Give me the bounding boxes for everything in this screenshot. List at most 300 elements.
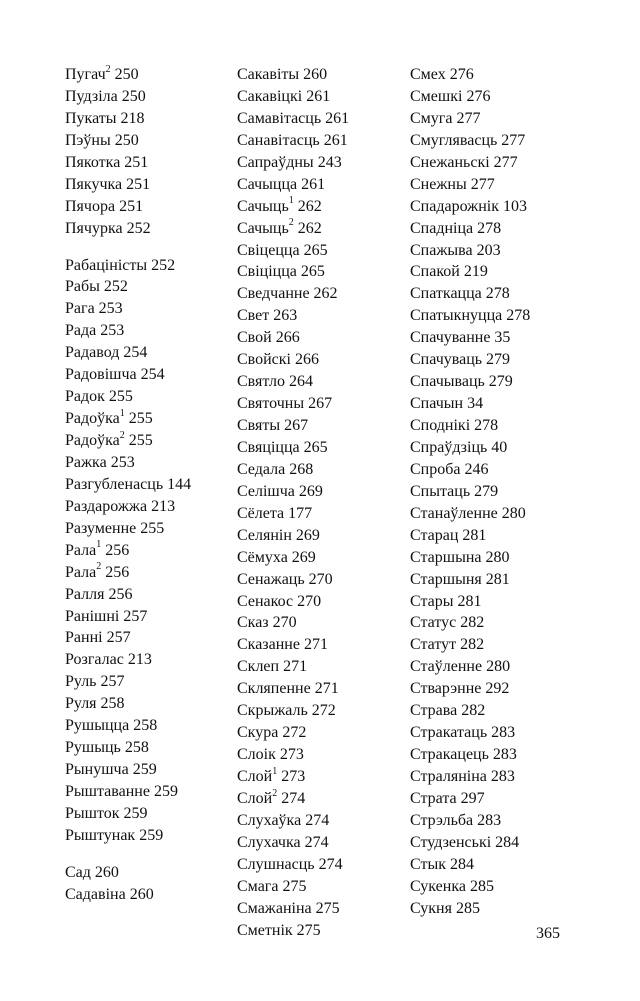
index-entry	[410, 130, 530, 152]
index-entry	[410, 700, 530, 722]
entry-page-ref: 278	[506, 307, 531, 325]
index-entry	[237, 437, 349, 459]
entry-word: Пякотка	[65, 153, 121, 171]
index-entry	[410, 371, 530, 393]
index-entry	[65, 759, 191, 781]
index-entry	[410, 634, 530, 656]
index-entry	[65, 693, 191, 715]
entry-word: Пячурка	[65, 219, 123, 237]
index-entry	[65, 108, 191, 130]
index-entry	[237, 612, 349, 634]
entry-word: Скура	[237, 724, 279, 742]
entry-page-ref: 259	[132, 761, 157, 779]
index-entry	[410, 656, 530, 678]
index-entry	[65, 584, 191, 606]
entry-word: Рыштаванне	[65, 783, 150, 800]
index-entry	[410, 174, 530, 196]
entry-word: Розгалас	[65, 651, 124, 669]
entry-page-ref: 261	[301, 175, 326, 193]
entry-page-ref: 272	[282, 724, 307, 742]
entry-word: Статут	[410, 636, 457, 654]
entry-word: Ралля	[65, 585, 105, 603]
entry-page-ref: 278	[485, 285, 510, 303]
entry-page-ref: 283	[491, 724, 516, 742]
index-entry	[65, 196, 191, 218]
index-entry	[410, 437, 530, 459]
index-column-1	[65, 64, 191, 906]
entry-word: Смажаніна	[237, 899, 312, 917]
index-entry	[410, 327, 530, 349]
entry-page-ref: 280	[486, 658, 511, 676]
index-entry	[237, 240, 349, 262]
entry-page-ref: 276	[449, 66, 474, 83]
index-entry	[65, 884, 191, 906]
entry-page-ref: 213	[151, 497, 176, 515]
entry-word: Слоік	[237, 746, 276, 764]
index-entry	[237, 415, 349, 437]
index-entry	[410, 108, 530, 130]
entry-page-ref: 282	[460, 614, 485, 632]
entry-word: Слушнасць	[237, 855, 315, 873]
index-entry	[410, 415, 530, 437]
entry-word: Старшына	[410, 548, 482, 566]
entry-word: Разуменне	[65, 519, 137, 537]
entry-page-ref: 258	[100, 695, 125, 713]
entry-page-ref: 274	[305, 811, 330, 829]
index-entry	[410, 393, 530, 415]
entry-superscript: 1	[272, 765, 278, 777]
entry-page-ref: 246	[464, 460, 489, 478]
index-entry	[410, 525, 530, 547]
entry-page-ref: 269	[291, 548, 316, 566]
entry-word: Спачуванне	[410, 329, 491, 347]
entry-word: Спадарожнік	[410, 197, 500, 215]
entry-page-ref: 260	[303, 66, 328, 83]
index-entry	[410, 591, 530, 613]
entry-word: Сачыцца	[237, 175, 298, 193]
entry-word: Сказанне	[237, 636, 300, 654]
index-entry	[237, 218, 349, 240]
index-entry	[237, 130, 349, 152]
entry-page-ref: 280	[485, 548, 510, 566]
entry-page-ref: 250	[114, 66, 139, 83]
entry-page-ref: 266	[275, 329, 300, 347]
index-entry	[410, 240, 530, 262]
entry-superscript: 2	[105, 63, 111, 75]
entry-word: Руль	[65, 673, 97, 691]
entry-page-ref: 281	[485, 570, 510, 588]
entry-page-ref: 259	[139, 826, 164, 844]
entry-page-ref: 284	[495, 833, 520, 851]
entry-page-ref: 253	[98, 300, 123, 318]
entry-word: Ранні	[65, 629, 103, 647]
index-entry	[237, 108, 349, 130]
entry-word: Раздарожжа	[65, 497, 148, 515]
index-entry	[237, 86, 349, 108]
entry-word: Стык	[410, 855, 446, 873]
index-entry	[237, 503, 349, 525]
entry-word: Пячора	[65, 197, 116, 215]
entry-word: Рушыцца	[65, 717, 130, 735]
entry-word: Свойскі	[237, 351, 291, 369]
index-entry	[410, 876, 530, 898]
index-entry	[237, 525, 349, 547]
entry-page-ref: 258	[124, 739, 149, 757]
entry-word: Пукаты	[65, 109, 117, 127]
entry-page-ref: 292	[485, 680, 510, 698]
entry-page-ref: 254	[123, 344, 148, 362]
entry-word: Слухаўка	[237, 811, 302, 829]
entry-page-ref: 269	[295, 526, 320, 544]
entry-page-ref: 276	[466, 87, 491, 105]
entry-word: Руля	[65, 695, 97, 713]
entry-page-ref: 281	[457, 592, 482, 610]
entry-page-ref: 255	[128, 410, 153, 428]
entry-page-ref: 297	[460, 789, 485, 807]
entry-word: Стары	[410, 592, 454, 610]
entry-page-ref: 265	[303, 241, 328, 259]
index-entry	[65, 430, 191, 452]
entry-page-ref: 274	[281, 789, 306, 807]
entry-page-ref: 283	[490, 768, 515, 785]
index-entry	[237, 634, 349, 656]
entry-word: Спадніца	[410, 219, 474, 237]
entry-page-ref: 250	[121, 87, 146, 105]
entry-page-ref: 257	[106, 629, 131, 647]
index-entry	[410, 349, 530, 371]
entry-word: Склеп	[237, 658, 280, 676]
index-entry	[65, 518, 191, 540]
entry-word: Святочны	[237, 395, 305, 413]
entry-page-ref: 213	[127, 651, 152, 669]
index-entry	[65, 152, 191, 174]
entry-page-ref: 278	[477, 219, 502, 237]
entry-word: Садавіна	[65, 885, 126, 903]
entry-page-ref: 252	[151, 256, 176, 274]
entry-page-ref: 271	[314, 680, 339, 698]
entry-word: Смуга	[410, 109, 453, 127]
entry-word: Спачуваць	[410, 351, 483, 369]
entry-word: Сакавіцкі	[237, 87, 303, 105]
index-entry	[65, 627, 191, 649]
entry-page-ref: 271	[283, 658, 308, 676]
entry-word: Пякучка	[65, 175, 123, 193]
entry-word: Страляніна	[410, 768, 487, 785]
entry-page-ref: 259	[153, 783, 178, 800]
index-column-3	[410, 64, 530, 920]
index-entry	[65, 737, 191, 759]
index-entry	[65, 86, 191, 108]
entry-page-ref: 272	[311, 702, 336, 720]
entry-page-ref: 261	[323, 131, 348, 149]
entry-word: Слой	[237, 789, 273, 807]
index-entry	[237, 876, 349, 898]
index-entry	[65, 562, 191, 584]
entry-page-ref: 252	[126, 219, 151, 237]
index-entry	[237, 744, 349, 766]
entry-page-ref: 252	[103, 278, 128, 296]
index-entry	[410, 261, 530, 283]
entry-page-ref: 144	[167, 475, 192, 493]
index-entry	[65, 862, 191, 884]
entry-page-ref: 255	[140, 519, 165, 537]
entry-page-ref: 278	[474, 417, 499, 434]
entry-word: Страва	[410, 702, 458, 720]
entry-word: Сказ	[237, 614, 269, 632]
entry-page-ref: 253	[110, 453, 135, 471]
entry-page-ref: 256	[108, 585, 133, 603]
entry-word: Селянін	[237, 526, 292, 544]
entry-page-ref: 269	[298, 482, 323, 500]
entry-page-ref: 274	[304, 833, 329, 851]
index-entry	[410, 218, 530, 240]
entry-word: Слой	[237, 768, 273, 785]
entry-word: Свіціцца	[237, 263, 297, 281]
entry-word: Споднікі	[410, 417, 471, 434]
entry-word: Снежны	[410, 175, 467, 193]
index-entry	[410, 898, 530, 920]
entry-page-ref: 274	[318, 855, 343, 873]
index-entry	[410, 547, 530, 569]
index-column-2	[237, 64, 349, 942]
entry-page-ref: 265	[303, 438, 328, 456]
entry-word: Санавітасць	[237, 131, 320, 149]
index-entry	[410, 86, 530, 108]
index-entry	[410, 64, 530, 86]
entry-word: Святы	[237, 417, 281, 434]
index-entry	[65, 408, 191, 430]
entry-word: Рабаціністы	[65, 256, 148, 274]
index-entry	[65, 255, 191, 277]
entry-page-ref: 203	[476, 241, 501, 259]
entry-word: Пудзіла	[65, 87, 118, 105]
entry-page-ref: 270	[272, 614, 297, 632]
entry-page-ref: 282	[461, 702, 486, 720]
index-entry	[65, 218, 191, 240]
entry-word: Святло	[237, 373, 285, 391]
index-entry	[237, 481, 349, 503]
entry-page-ref: 268	[289, 460, 314, 478]
entry-word: Рала	[65, 541, 97, 559]
index-entry	[237, 788, 349, 810]
entry-word: Спаткацца	[410, 285, 482, 303]
entry-word: Селішча	[237, 482, 295, 500]
entry-word: Стаўленне	[410, 658, 483, 676]
index-entry	[65, 174, 191, 196]
entry-page-ref: 251	[119, 197, 144, 215]
entry-word: Ражка	[65, 453, 107, 471]
entry-word: Сведчанне	[237, 285, 310, 303]
index-entry	[237, 371, 349, 393]
index-entry	[65, 671, 191, 693]
entry-superscript: 2	[288, 217, 294, 229]
page-number: 365	[536, 925, 560, 942]
entry-word: Седала	[237, 460, 286, 478]
index-entry	[237, 898, 349, 920]
entry-word: Свой	[237, 329, 272, 347]
entry-word: Спажыва	[410, 241, 473, 259]
index-entry	[410, 744, 530, 766]
index-entry	[237, 283, 349, 305]
entry-word: Смуглявасць	[410, 131, 498, 149]
entry-page-ref: 255	[128, 432, 153, 449]
entry-page-ref: 256	[105, 563, 130, 581]
entry-word: Спачываць	[410, 373, 485, 391]
entry-word: Спатыкнуцца	[410, 307, 503, 325]
entry-word: Пэўны	[65, 131, 111, 149]
entry-word: Смешкі	[410, 87, 463, 105]
entry-word: Смех	[410, 66, 446, 83]
index-entry	[237, 261, 349, 283]
entry-page-ref: 277	[470, 175, 495, 193]
entry-page-ref: 260	[129, 885, 154, 903]
index-entry	[65, 649, 191, 671]
index-entry	[237, 854, 349, 876]
index-entry	[237, 766, 349, 788]
index-entry	[65, 130, 191, 152]
entry-page-ref: 275	[315, 899, 340, 917]
entry-page-ref: 257	[100, 673, 125, 691]
entry-word: Стварэнне	[410, 680, 482, 698]
entry-word: Ранішні	[65, 607, 120, 625]
index-entry	[410, 788, 530, 810]
entry-page-ref: 40	[491, 438, 508, 456]
entry-page-ref: 264	[288, 373, 313, 391]
entry-page-ref: 275	[296, 921, 321, 939]
entry-page-ref: 251	[124, 153, 149, 171]
index-entry	[410, 612, 530, 634]
index-entry	[237, 349, 349, 371]
entry-page-ref: 271	[303, 636, 328, 654]
index-entry	[237, 327, 349, 349]
entry-page-ref: 253	[100, 322, 125, 340]
entry-page-ref: 277	[501, 131, 526, 149]
entry-page-ref: 262	[313, 285, 338, 303]
entry-superscript: 1	[288, 195, 294, 207]
entry-word: Радоўка	[65, 432, 120, 449]
index-entry	[237, 722, 349, 744]
entry-page-ref: 243	[317, 153, 342, 171]
entry-page-ref: 261	[306, 87, 331, 105]
entry-word: Рабы	[65, 278, 100, 296]
entry-page-ref: 177	[288, 504, 313, 522]
entry-word: Рала	[65, 563, 97, 581]
index-entry	[410, 766, 530, 788]
entry-word: Стракацець	[410, 746, 489, 764]
entry-word: Статус	[410, 614, 457, 632]
entry-word: Свяціцца	[237, 438, 300, 456]
entry-page-ref: 270	[308, 570, 333, 588]
entry-page-ref: 283	[477, 811, 502, 829]
entry-word: Рушыць	[65, 739, 121, 757]
entry-word: Стрэльба	[410, 811, 474, 829]
entry-page-ref: 218	[120, 109, 145, 127]
entry-superscript: 1	[96, 539, 102, 551]
index-entry	[410, 459, 530, 481]
index-entry	[65, 606, 191, 628]
entry-page-ref: 267	[284, 417, 309, 434]
entry-page-ref: 277	[493, 153, 518, 171]
index-entry	[237, 656, 349, 678]
index-entry	[65, 781, 191, 803]
entry-page-ref: 261	[325, 109, 350, 127]
entry-page-ref: 280	[501, 504, 526, 522]
entry-word: Сачыць	[237, 197, 289, 215]
entry-word: Рышток	[65, 804, 120, 822]
entry-word: Пугач	[65, 66, 106, 83]
entry-superscript: 2	[96, 561, 102, 573]
entry-word: Радовішча	[65, 366, 137, 384]
entry-word: Спроба	[410, 460, 461, 478]
entry-page-ref: 256	[105, 541, 130, 559]
entry-word: Смага	[237, 877, 279, 895]
index-entry	[65, 452, 191, 474]
entry-page-ref: 285	[469, 877, 494, 895]
entry-page-ref: 284	[449, 855, 474, 873]
index-entry	[65, 320, 191, 342]
entry-word: Сачыць	[237, 219, 289, 237]
index-entry	[410, 854, 530, 876]
entry-word: Старац	[410, 526, 459, 544]
index-entry	[65, 474, 191, 496]
entry-word: Радок	[65, 388, 105, 406]
entry-word: Радоўка	[65, 410, 120, 428]
entry-page-ref: 282	[460, 636, 485, 654]
entry-page-ref: 251	[126, 175, 151, 193]
entry-page-ref: 260	[94, 863, 119, 881]
index-entry	[237, 810, 349, 832]
index-entry	[237, 547, 349, 569]
index-entry	[65, 715, 191, 737]
entry-page-ref: 258	[133, 717, 158, 735]
entry-page-ref: 257	[123, 607, 148, 625]
index-entry	[410, 678, 530, 700]
entry-word: Свіцецца	[237, 241, 300, 259]
index-entry	[237, 920, 349, 942]
index-entry	[410, 503, 530, 525]
index-entry	[410, 569, 530, 591]
index-entry	[65, 364, 191, 386]
entry-word: Сметнік	[237, 921, 293, 939]
entry-page-ref: 259	[123, 804, 148, 822]
entry-word: Сакавіты	[237, 66, 300, 83]
entry-word: Стракатаць	[410, 724, 488, 742]
index-entry	[237, 152, 349, 174]
entry-page-ref: 263	[273, 307, 298, 325]
entry-page-ref: 262	[297, 219, 322, 237]
entry-page-ref: 270	[297, 592, 322, 610]
entry-page-ref: 273	[279, 746, 304, 764]
entry-page-ref: 262	[297, 197, 322, 215]
index-entry	[65, 276, 191, 298]
entry-word: Страта	[410, 789, 457, 807]
entry-word: Самавітасць	[237, 109, 322, 127]
entry-word: Старшыня	[410, 570, 482, 588]
index-entry	[65, 496, 191, 518]
entry-superscript: 2	[272, 787, 278, 799]
index-entry	[410, 722, 530, 744]
index-entry	[410, 152, 530, 174]
index-entry	[410, 305, 530, 327]
entry-page-ref: 279	[474, 482, 499, 500]
entry-word: Сенакос	[237, 592, 294, 610]
entry-word: Спраўдзіць	[410, 438, 488, 456]
index-entry	[410, 810, 530, 832]
entry-page-ref: 103	[503, 197, 528, 215]
index-entry	[237, 305, 349, 327]
entry-page-ref: 267	[308, 395, 333, 413]
entry-page-ref: 219	[463, 263, 488, 281]
